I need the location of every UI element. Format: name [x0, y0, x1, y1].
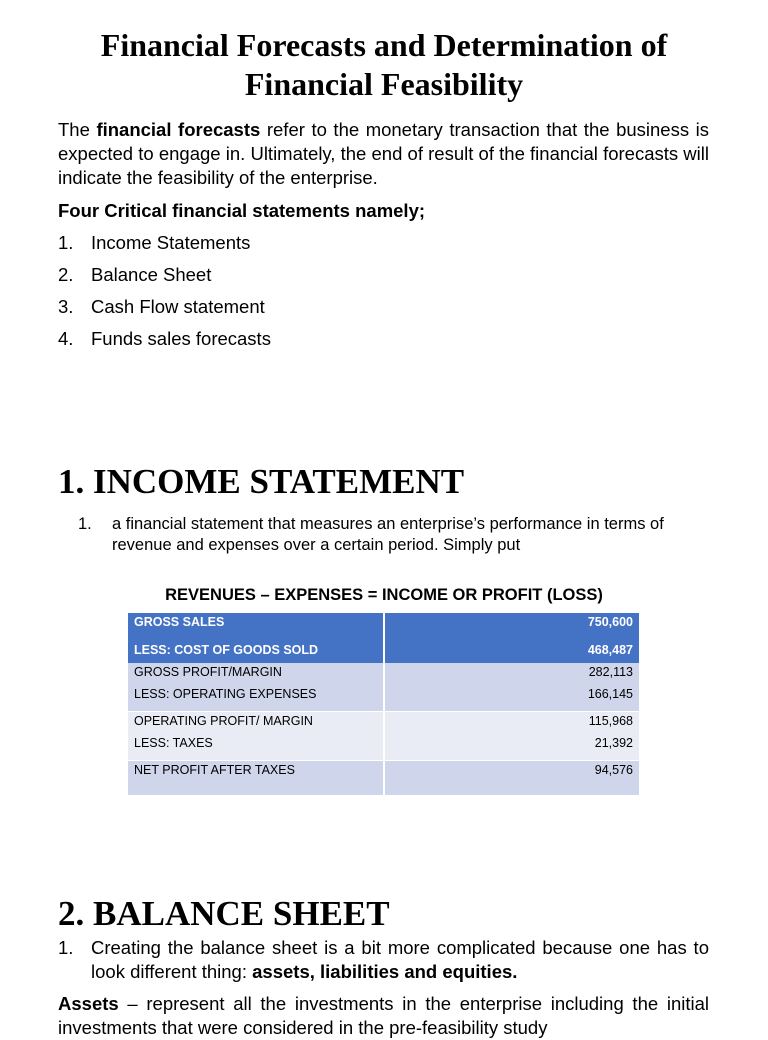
- operating-profit-label: OPERATING PROFIT/ MARGIN: [134, 714, 313, 728]
- row-value: [384, 712, 640, 761]
- intro-pre: The: [58, 119, 97, 140]
- balance-item-text: [91, 936, 709, 984]
- balance-sheet-heading: 2. BALANCE SHEET: [58, 894, 390, 933]
- assets-paragraph: [58, 992, 709, 1040]
- list-label: Balance Sheet: [91, 264, 212, 285]
- table-row: [128, 712, 640, 761]
- title-line-2: Financial Feasibility: [244, 66, 524, 102]
- income-statement-table: [128, 613, 640, 795]
- row-label: [128, 712, 384, 761]
- list-item: [58, 327, 271, 359]
- list-number: 4.: [58, 328, 74, 349]
- gross-profit-label: GROSS PROFIT/MARGIN: [134, 665, 282, 679]
- gross-profit-value: 282,113: [588, 665, 633, 679]
- taxes-value: 21,392: [594, 736, 633, 750]
- balance-item-number: 1.: [58, 937, 74, 958]
- income-item-number: 1.: [78, 515, 92, 533]
- opex-label: LESS: OPERATING EXPENSES: [134, 687, 317, 701]
- opex-value: 166,145: [587, 687, 633, 701]
- row-label: LESS: COST OF GOODS SOLD: [128, 637, 384, 663]
- list-item: [58, 295, 271, 327]
- balance-text-bold: assets, liabilities and equities.: [252, 961, 518, 982]
- row-label: NET PROFIT AFTER TAXES: [128, 761, 384, 796]
- income-formula: REVENUES – EXPENSES = INCOME OR PROFIT (LOSS): [165, 586, 603, 604]
- list-number: 2.: [58, 264, 74, 285]
- assets-text: – represent all the investments in the enterprise including the initial investments that were considered in the pre-feasibility study: [58, 993, 709, 1038]
- income-definition: [78, 514, 718, 556]
- row-value: 750,600: [384, 613, 640, 637]
- balance-text-pre: Creating the balance sheet is a bit more complicated because one has to look different thing:: [91, 937, 709, 982]
- list-item: [58, 263, 271, 295]
- list-item: [58, 231, 271, 263]
- list-number: 1.: [58, 232, 74, 253]
- list-label: Income Statements: [91, 232, 251, 253]
- income-definition-text: a financial statement that measures an enterprise’s performance in terms of revenue and expenses over a certain period. Simply put: [112, 515, 664, 554]
- intro-bold-term: financial forecasts: [96, 119, 261, 140]
- operating-profit-value: 115,968: [588, 714, 633, 728]
- row-value: [384, 663, 640, 712]
- row-label: [128, 663, 384, 712]
- document-title: [40, 26, 728, 104]
- statements-list: [58, 231, 271, 359]
- row-label: GROSS SALES: [128, 613, 384, 637]
- income-statement-heading: 1. INCOME STATEMENT: [58, 462, 465, 501]
- intro-post: refer to the monetary transaction that the business is expected to engage in. Ultimately, the end of result of the financial forecasts will indicate the feasibility of the enterprise.: [58, 119, 709, 188]
- table-row: [128, 761, 640, 796]
- row-value: 468,487: [384, 637, 640, 663]
- row-value: 94,576: [384, 761, 640, 796]
- assets-term: Assets: [58, 993, 119, 1014]
- list-number: 3.: [58, 296, 74, 317]
- title-line-1: Financial Forecasts and Determination of: [100, 27, 668, 63]
- taxes-label: LESS: TAXES: [134, 736, 213, 750]
- balance-item: [58, 936, 709, 984]
- table-row: [128, 663, 640, 712]
- table-row: [128, 637, 640, 663]
- table-row: [128, 613, 640, 637]
- statements-heading: Four Critical financial statements namely;: [58, 200, 426, 221]
- intro-paragraph: [58, 118, 709, 190]
- list-label: Cash Flow statement: [91, 296, 265, 317]
- list-label: Funds sales forecasts: [91, 328, 271, 349]
